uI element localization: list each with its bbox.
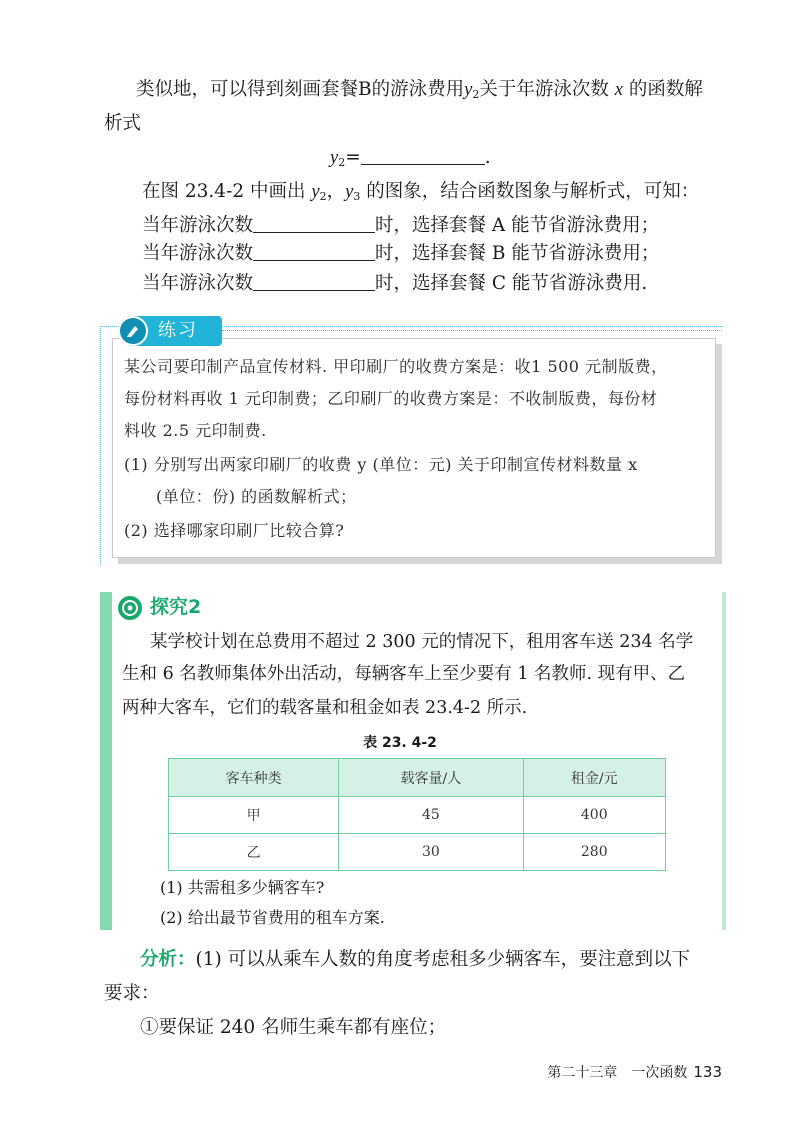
practice-line-5: (单位：份) 的函数解析式； [156,487,357,506]
practice-line-3: 料收 2.5 元印制费. [124,421,267,440]
practice-line-6: (2) 选择哪家印刷厂比较合算? [124,521,345,540]
condition-c-blank[interactable] [253,272,375,291]
condition-a: 当年游泳次数 时，选择套餐 A 能节省游泳费用； [142,215,660,236]
condition-b: 当年游泳次数 时，选择套餐 B 能节省游泳费用； [142,243,660,264]
explore-title: 探究2 [150,596,202,618]
formula-y2: $y_2=$ . [330,147,491,169]
intro-line-2: 析式 [104,113,142,134]
table-header-cell: 租金/元 [523,759,666,797]
pencil-icon [118,316,148,346]
practice-line-1: 某公司要印制产品宣传材料. 甲印刷厂的收费方案是：收1 500 元制版费， [124,357,668,376]
bus-table [168,758,666,871]
formula-blank[interactable] [361,146,485,165]
practice-line-2: 每份材料再收 1 元印制费；乙印刷厂的收费方案是：不收制版费，每份材 [124,389,658,408]
intro-line-1: 类似地，可以得到刻画套餐B的游泳费用$y_2$关于年游泳次数 x 的函数解 [136,79,703,101]
analysis-line-1: 分析：(1) 可以从乘车人数的角度考虑租多少辆客车，要注意到以下 [140,949,691,970]
table-title: 表 23. 4-2 [363,735,437,751]
table-cell: 30 [339,834,523,871]
practice-label: 练习 [158,320,198,341]
page-number: 133 [693,1063,722,1081]
analysis-label: 分析： [140,949,196,970]
table-row [169,797,666,834]
explore-question-2: (2) 给出最节省费用的租车方案. [160,908,385,927]
condition-a-blank[interactable] [253,214,375,233]
table-header-cell: 载客量/人 [339,759,523,797]
condition-c: 当年游泳次数 时，选择套餐 C 能节省游泳费用. [142,273,648,294]
table-cell: 45 [339,797,523,834]
explore-left-bar [100,592,112,930]
practice-line-4: (1) 分别写出两家印刷厂的收费 y (单位：元) 关于印制宣传材料数量 x [124,455,638,474]
explore-line-1: 某学校计划在总费用不超过 2 300 元的情况下，租用客车送 234 名学 [150,632,694,652]
table-header-cell: 客车种类 [169,759,339,797]
intro-line-4: 在图 23.4-2 中画出 $y_2$，$y_3$ 的图象，结合函数图象与解析式，可知： [142,181,700,203]
analysis-line-3: ①要保证 240 名师生乘车都有座位； [140,1017,447,1038]
condition-b-blank[interactable] [253,242,375,261]
table-header-row [169,759,666,797]
explore-question-1: (1) 共需租多少辆客车? [160,878,325,897]
analysis-line-2: 要求： [104,983,160,1004]
practice-dotted-rule [222,330,722,331]
table-row [169,834,666,871]
table-cell: 280 [523,834,666,871]
explore-line-2: 生和 6 名教师集体外出活动，每辆客车上至少要有 1 名教师. 现有甲、乙 [122,664,686,684]
explore-icon [118,596,142,620]
table-cell: 400 [523,797,666,834]
table-cell: 甲 [169,797,339,834]
table-cell: 乙 [169,834,339,871]
explore-line-3: 两种大客车，它们的载客量和租金如表 23.4-2 所示. [122,698,528,718]
explore-right-border [722,592,726,930]
page-footer [0,1060,722,1085]
chapter-title: 第二十三章 一次函数 [547,1065,688,1081]
